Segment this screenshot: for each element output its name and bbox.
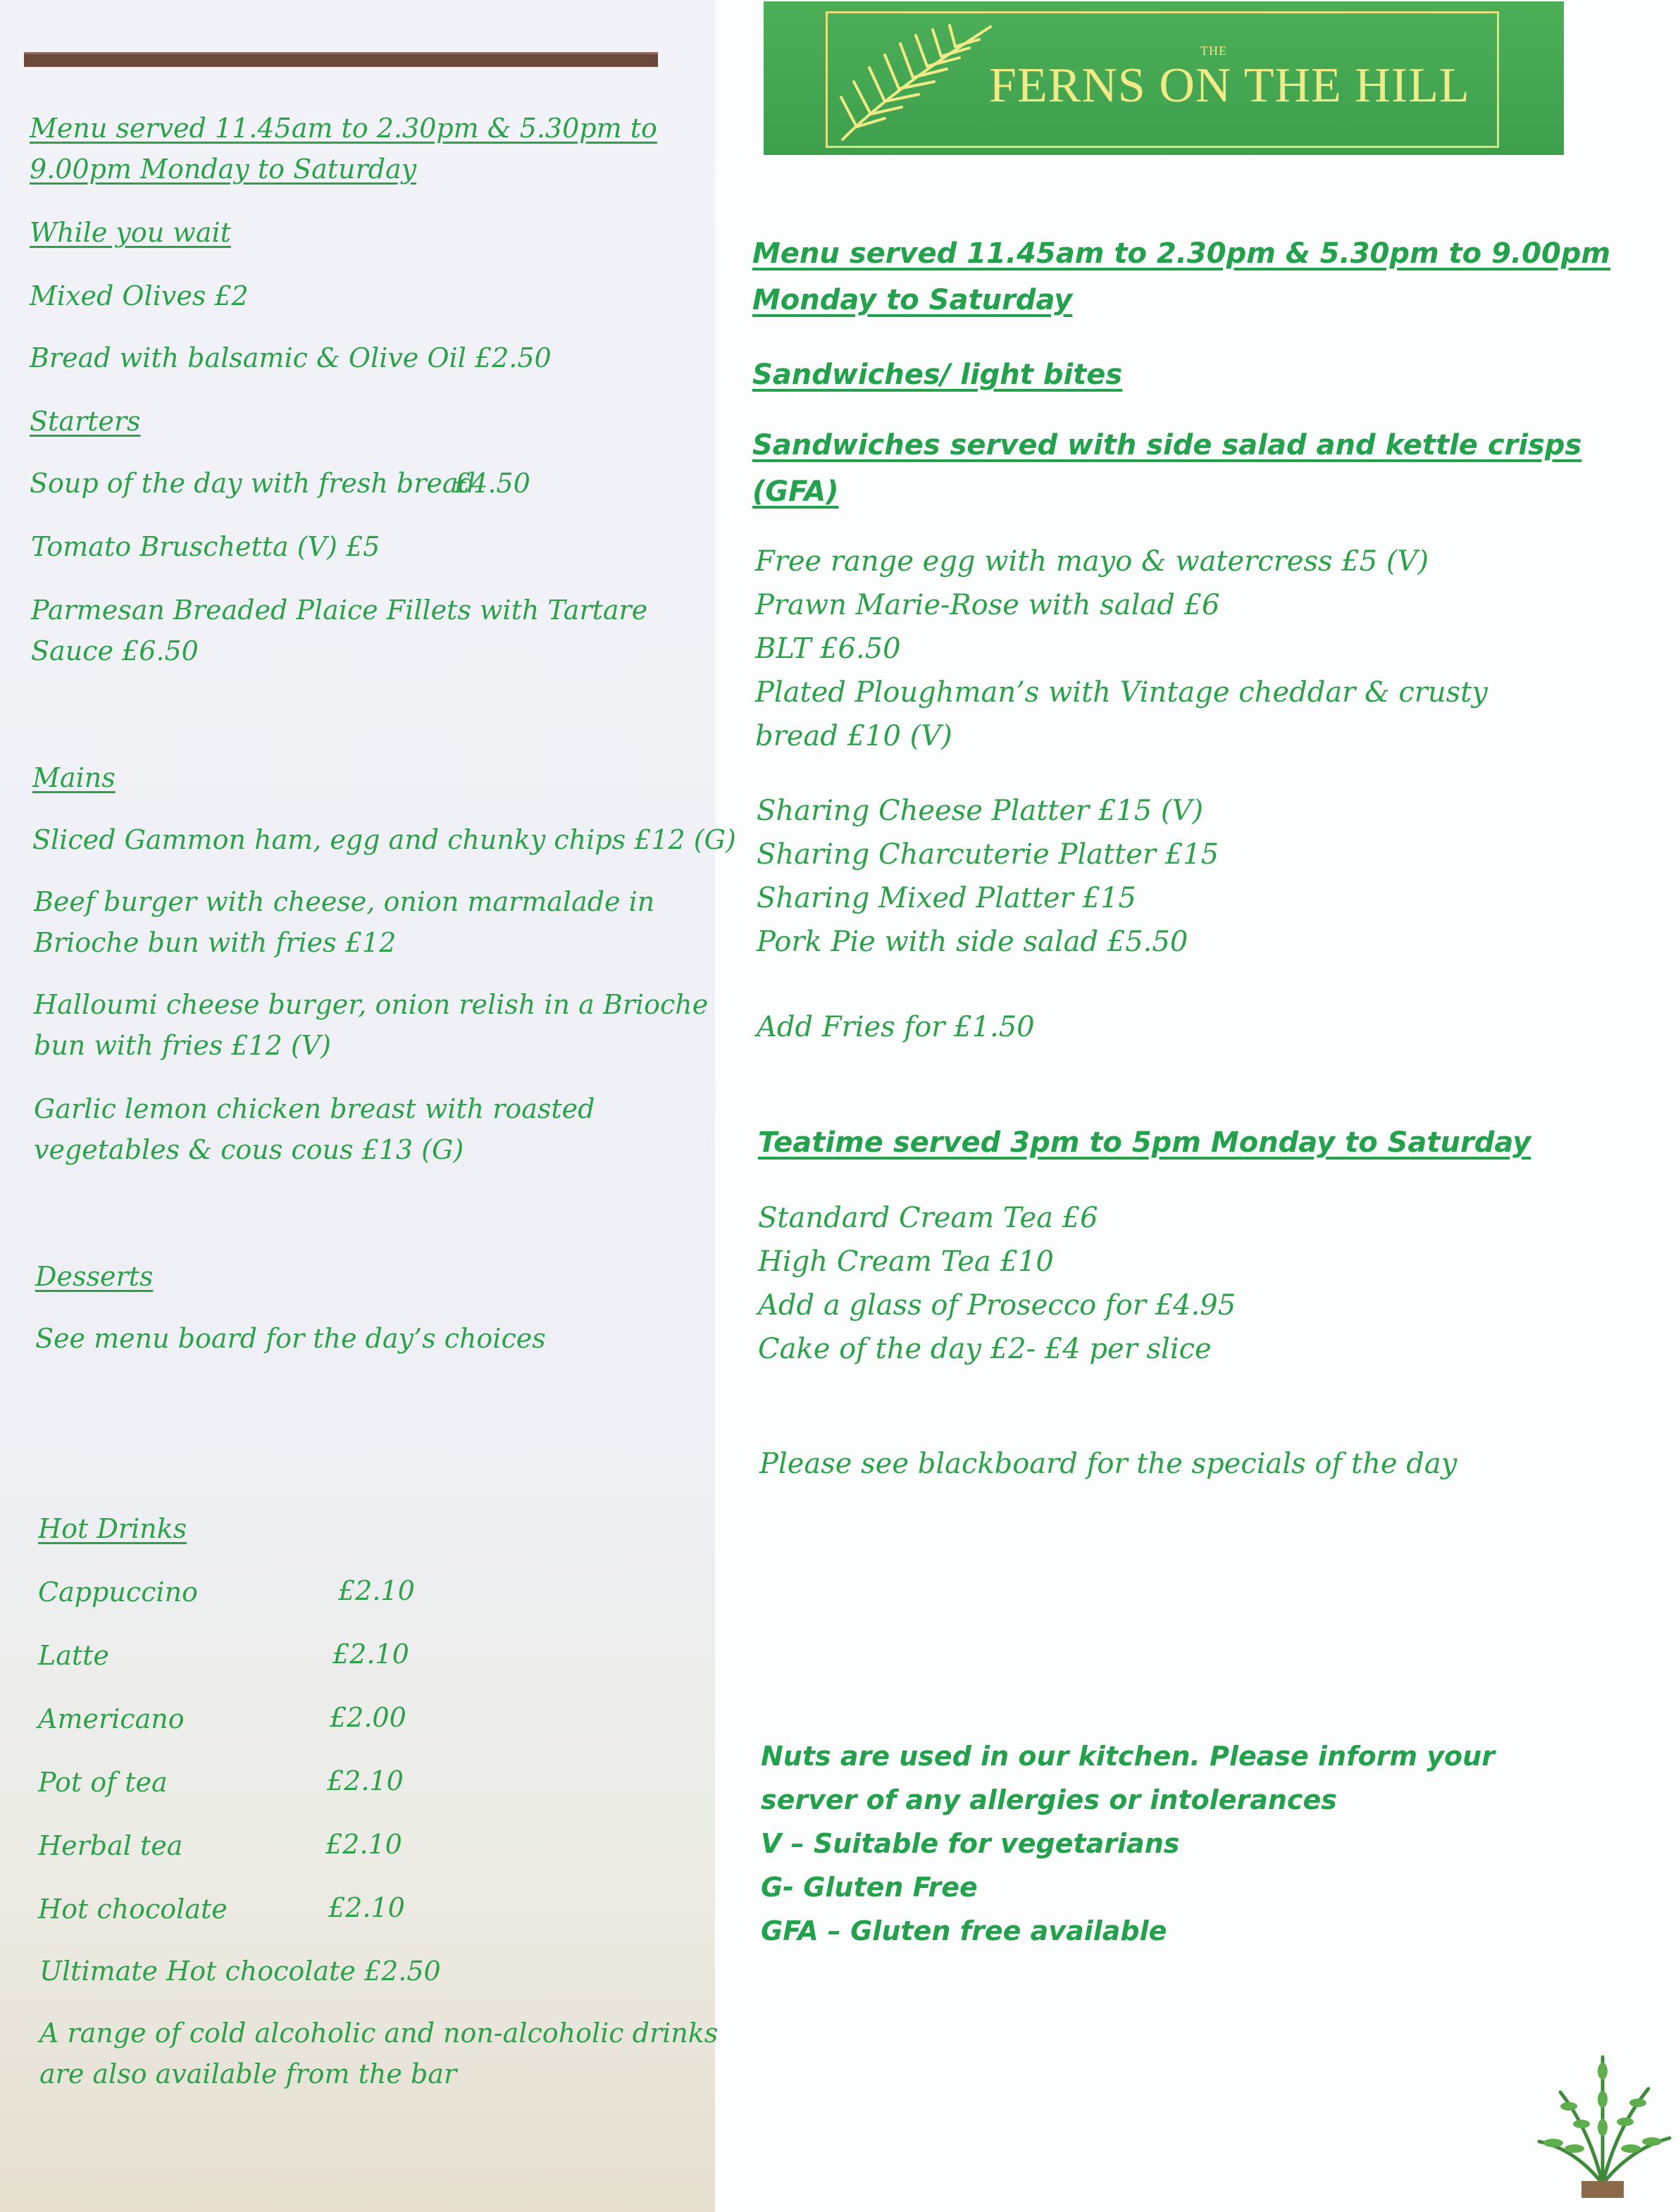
- item-halloumi-line2: bun with fries £12 (V): [34, 1030, 332, 1061]
- allergy-note-line1: Nuts are used in our kitchen. Please inform your: [761, 1741, 1495, 1772]
- list-item: Sharing Charcuterie Platter £15: [757, 838, 1219, 871]
- drinks-range-line2: are also available from the bar: [39, 2058, 457, 2089]
- legend-gluten-free: G- Gluten Free: [761, 1872, 978, 1903]
- left-service-line2: 9.00pm Monday to Saturday: [30, 154, 417, 185]
- list-item: Cake of the day £2- £4 per slice: [758, 1333, 1212, 1365]
- item-bruschetta: Tomato Bruschetta (V) £5: [31, 531, 380, 562]
- drink-price: £2.10: [333, 1639, 409, 1670]
- fern-leaf-icon: [828, 13, 998, 147]
- sandwiches-subheading-line1: Sandwiches served with side salad and kettle crisps: [752, 429, 1582, 461]
- heading-while-you-wait: While you wait: [30, 217, 231, 248]
- drink-price: £2.10: [325, 1829, 402, 1860]
- banner: [764, 1, 1564, 155]
- list-item: BLT £6.50: [755, 633, 901, 665]
- item-chicken-line2: vegetables & cous cous £13 (G): [34, 1134, 464, 1165]
- list-item: Standard Cream Tea £6: [758, 1202, 1098, 1234]
- item-beef-line2: Brioche bun with fries £12: [34, 927, 397, 958]
- item-halloumi-line1: Halloumi cheese burger, onion relish in a Brioche: [34, 989, 709, 1020]
- list-item: bread £10 (V): [755, 720, 952, 752]
- right-service-line1: Menu served 11.45am to 2.30pm & 5.30pm to 9.00pm: [752, 237, 1611, 270]
- teatime-list: [758, 1196, 1236, 1371]
- heading-starters: Starters: [30, 406, 141, 437]
- item-beef-line1: Beef burger with cheese, onion marmalade in: [34, 886, 655, 917]
- sandwiches-subheading-line2: (GFA): [752, 476, 839, 508]
- drink-price: £2.10: [328, 1892, 405, 1923]
- sharing-list: [757, 789, 1219, 964]
- item-plaice-line2: Sauce £6.50: [31, 635, 199, 666]
- drink-price: £2.10: [327, 1765, 404, 1796]
- list-item: Prawn Marie-Rose with salad £6: [755, 589, 1220, 621]
- drink-name: Americano: [38, 1703, 185, 1734]
- heading-teatime: Teatime served 3pm to 5pm Monday to Saturday: [758, 1126, 1531, 1159]
- list-item: High Cream Tea £10: [758, 1245, 1054, 1278]
- banner-title: FERNS ON THE HILL: [989, 58, 1470, 113]
- heading-sandwiches: Sandwiches/ light bites: [752, 359, 1123, 391]
- heading-desserts: Desserts: [35, 1261, 154, 1292]
- right-service-line2: Monday to Saturday: [752, 284, 1073, 316]
- add-fries: Add Fries for £1.50: [757, 1011, 1035, 1043]
- list-item: Pork Pie with side salad £5.50: [757, 926, 1188, 958]
- list-item: Free range egg with mayo & watercress £5 (V): [755, 545, 1429, 578]
- item-bread: Bread with balsamic & Olive Oil £2.50: [30, 342, 552, 373]
- item-soup: Soup of the day with fresh bread: [30, 468, 476, 499]
- legend-gluten-free-available: GFA – Gluten free available: [761, 1915, 1167, 1946]
- drink-name: Herbal tea: [38, 1830, 183, 1861]
- list-item: Plated Ploughman’s with Vintage cheddar & crusty: [755, 676, 1488, 709]
- banner-the: THE: [1200, 44, 1227, 58]
- legend-vegetarian: V – Suitable for vegetarians: [761, 1828, 1180, 1859]
- drink-price: £2.10: [338, 1575, 415, 1606]
- item-plaice-line1: Parmesan Breaded Plaice Fillets with Tartare: [31, 595, 648, 626]
- item-chicken-line1: Garlic lemon chicken breast with roasted: [34, 1093, 595, 1124]
- drink-price: £2.00: [330, 1702, 406, 1733]
- desserts-note: See menu board for the day’s choices: [35, 1323, 546, 1354]
- list-item: Add a glass of Prosecco for £4.95: [758, 1289, 1236, 1322]
- item-gammon: Sliced Gammon ham, egg and chunky chips £12 (G): [32, 824, 736, 855]
- left-service-line1: Menu served 11.45am to 2.30pm & 5.30pm to: [30, 113, 657, 144]
- top-divider-rule: [24, 52, 658, 67]
- drink-name: Cappuccino: [38, 1577, 198, 1608]
- list-item: Sharing Mixed Platter £15: [757, 882, 1136, 914]
- drink-name: Latte: [38, 1640, 109, 1671]
- sandwich-list: [755, 540, 1488, 758]
- drink-name: Pot of tea: [38, 1767, 168, 1798]
- heading-mains: Mains: [32, 762, 116, 793]
- item-soup-price: £4.50: [454, 468, 530, 499]
- allergy-note-line2: server of any allergies or intolerances: [761, 1784, 1337, 1815]
- item-mixed-olives: Mixed Olives £2: [30, 280, 249, 311]
- list-item: Sharing Cheese Platter £15 (V): [757, 795, 1204, 827]
- drinks-range-line1: A range of cold alcoholic and non-alcoholic drinks: [39, 2018, 719, 2049]
- fern-plant-icon: [1532, 2043, 1673, 2205]
- specials-note: Please see blackboard for the specials of the day: [759, 1448, 1458, 1480]
- drink-name: Hot chocolate: [38, 1894, 228, 1925]
- drink-ultimate: Ultimate Hot chocolate £2.50: [39, 1956, 441, 1987]
- heading-hot-drinks: Hot Drinks: [38, 1513, 187, 1544]
